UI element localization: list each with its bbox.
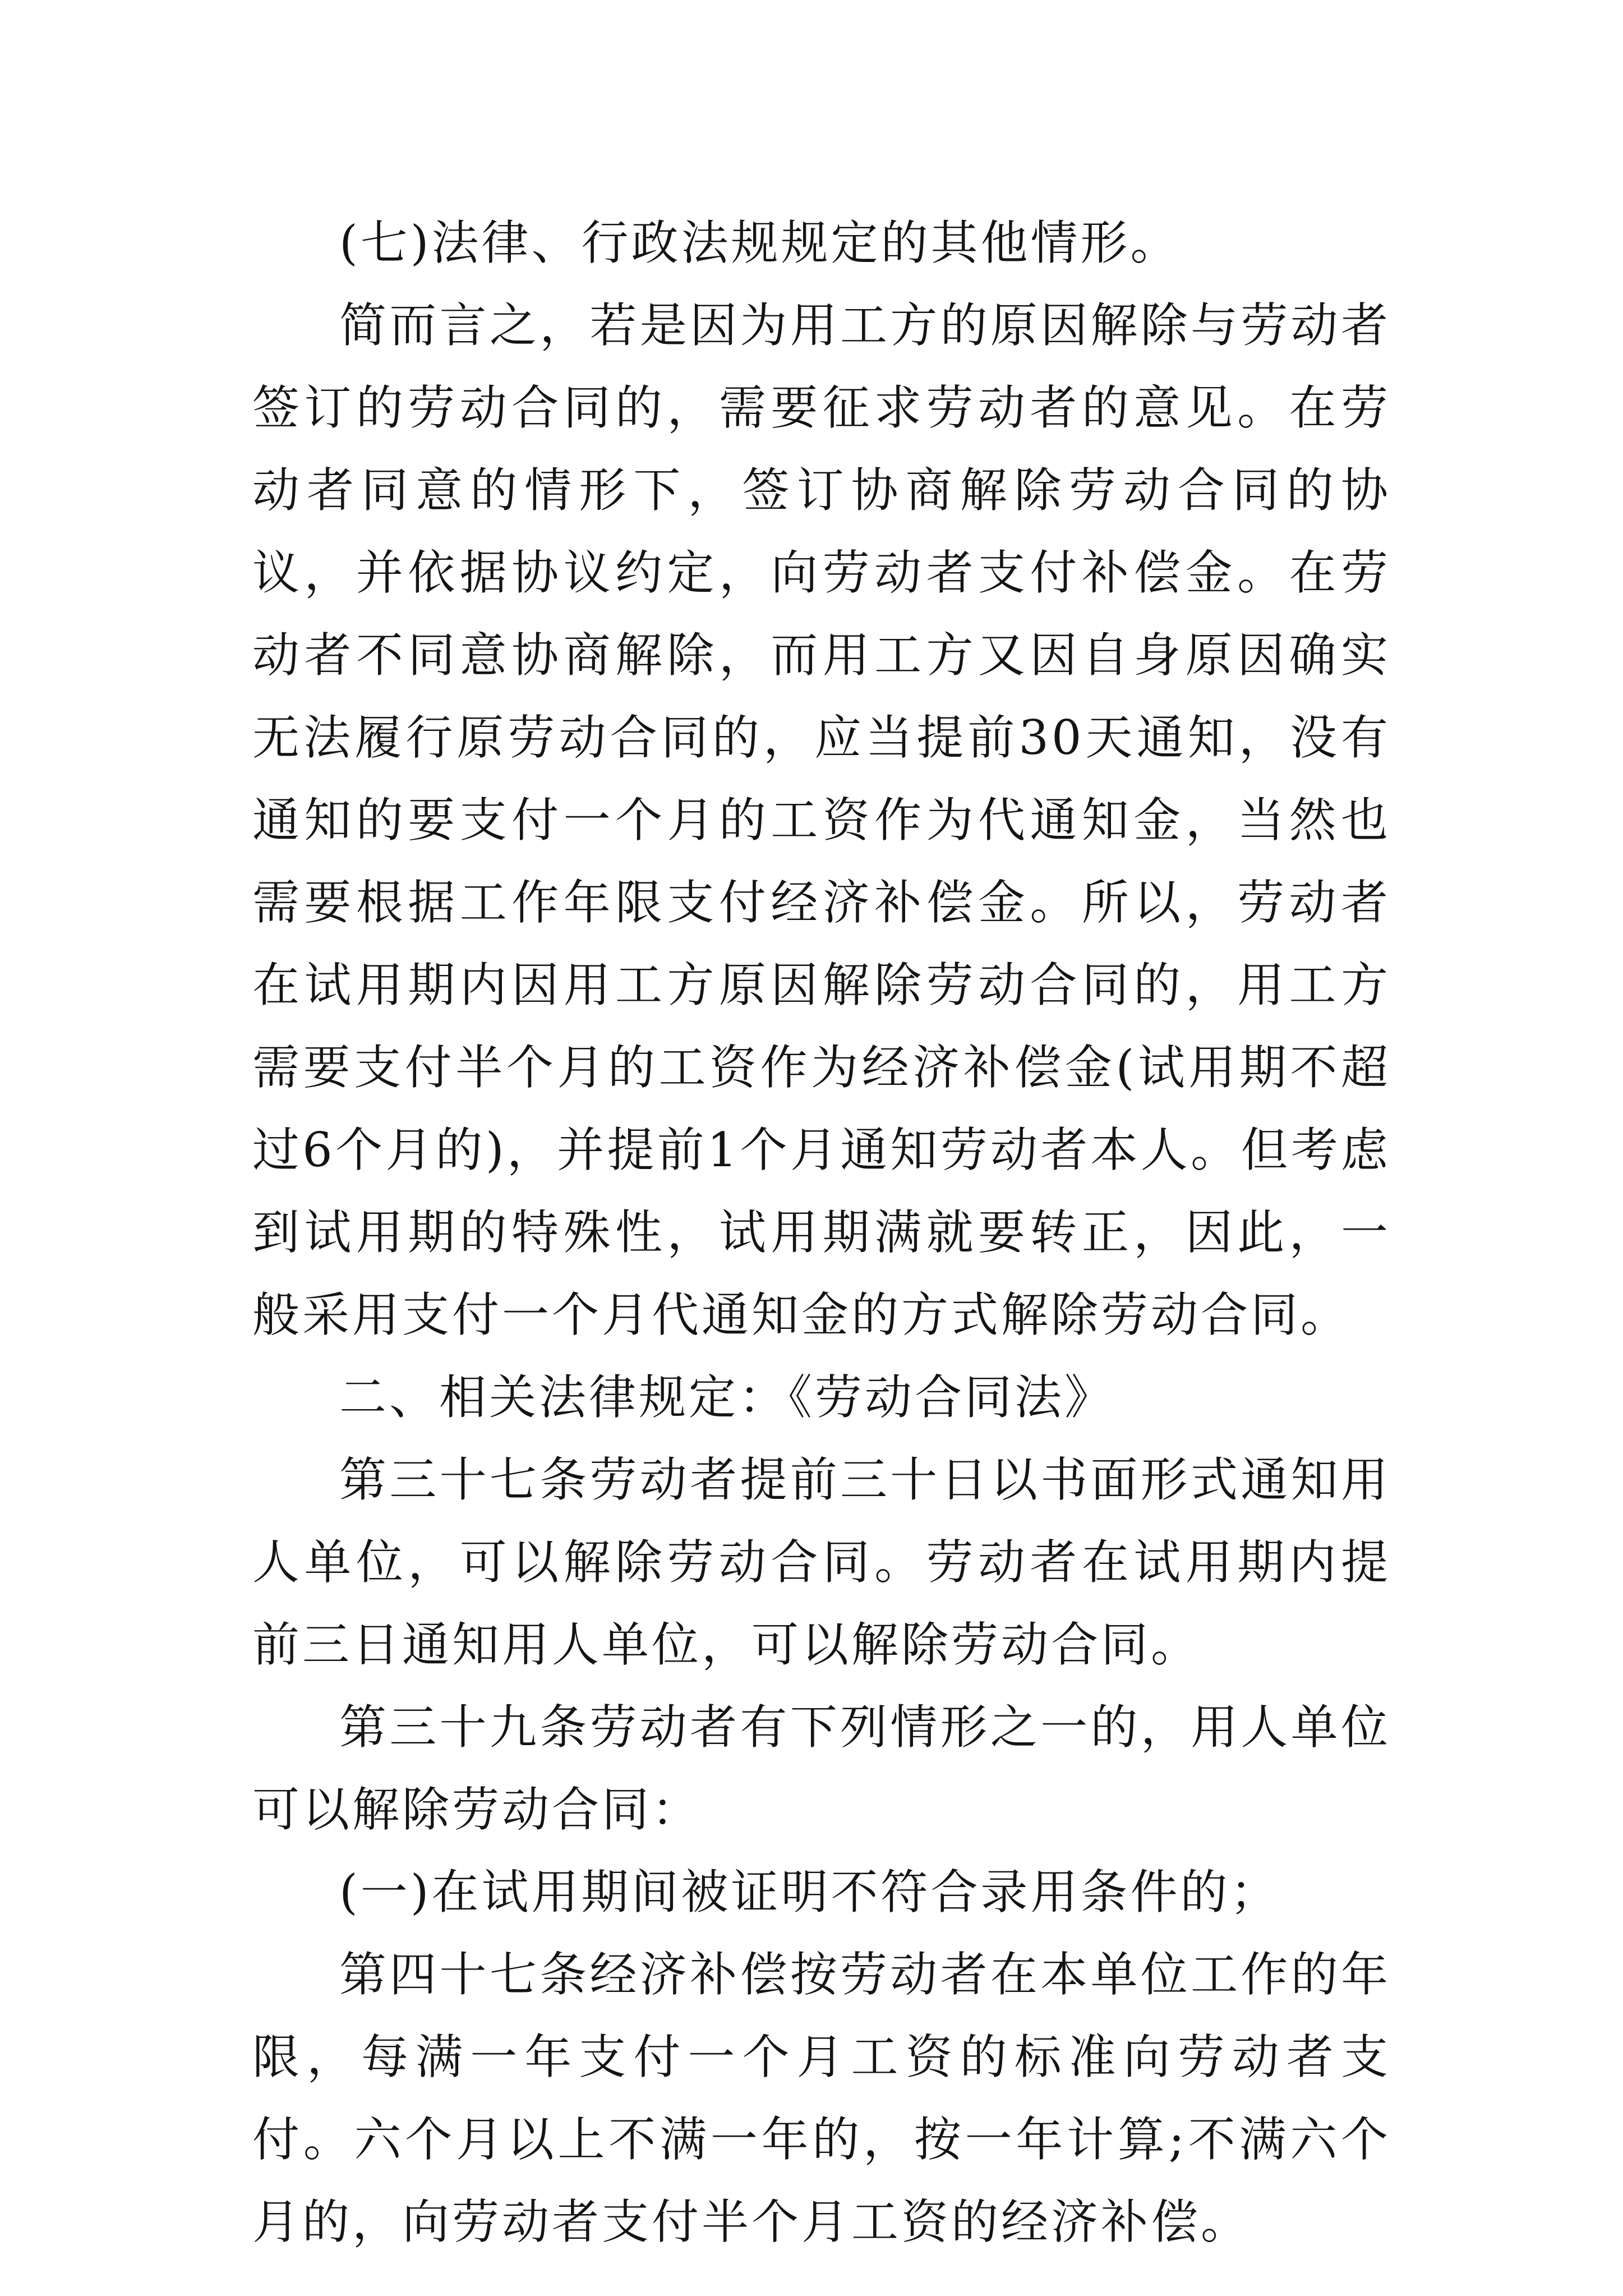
document-body <box>252 202 1391 2263</box>
section-heading-legal-provisions: 二、相关法律规定：《劳动合同法》 <box>339 1370 1115 1425</box>
paragraph-article-37: 第三十七条劳动者提前三十日以书面形式通知用人单位，可以解除劳动合同。劳动者在试用期内提前三日通知用人单位，可以解除劳动合同。 <box>252 1452 1391 1672</box>
paragraph-summary: 简而言之，若是因为用工方的原因解除与劳动者签订的劳动合同的，需要征求劳动者的意见。在劳动者同意的情形下，签订协商解除劳动合同的协议，并依据协议约定，向劳动者支付补偿金。在劳动者不同意协商解除，而用工方又因自身原因确实无法履行原劳动合同的，应当提前30天通知，没有通知的要支付一个月的工资作为代通知金，当然也需要根据工作年限支付经济补偿金。所以，劳动者在试用期内因用工方原因解除劳动合同的，用工方需要支付半个月的工资作为经济补偿金(试用期不超过6个月的)，并提前1个月通知劳动者本人。但考虑到试用期的特殊性，试用期满就要转正，因此，一般采用支付一个月代通知金的方式解除劳动合同。 <box>252 298 1391 1342</box>
paragraph-article-39: 第三十九条劳动者有下列情形之一的，用人单位可以解除劳动合同： <box>252 1700 1391 1837</box>
paragraph-article-39-item-1: (一)在试用期间被证明不符合录用条件的； <box>339 1865 1280 1920</box>
paragraph-article-47: 第四十七条经济补偿按劳动者在本单位工作的年限，每满一年支付一个月工资的标准向劳动者支付。六个月以上不满一年的，按一年计算;不满六个月的，向劳动者支付半个月工资的经济补偿。 <box>252 1947 1391 2249</box>
paragraph-item-7: (七)法律、行政法规规定的其他情形。 <box>339 215 1181 270</box>
